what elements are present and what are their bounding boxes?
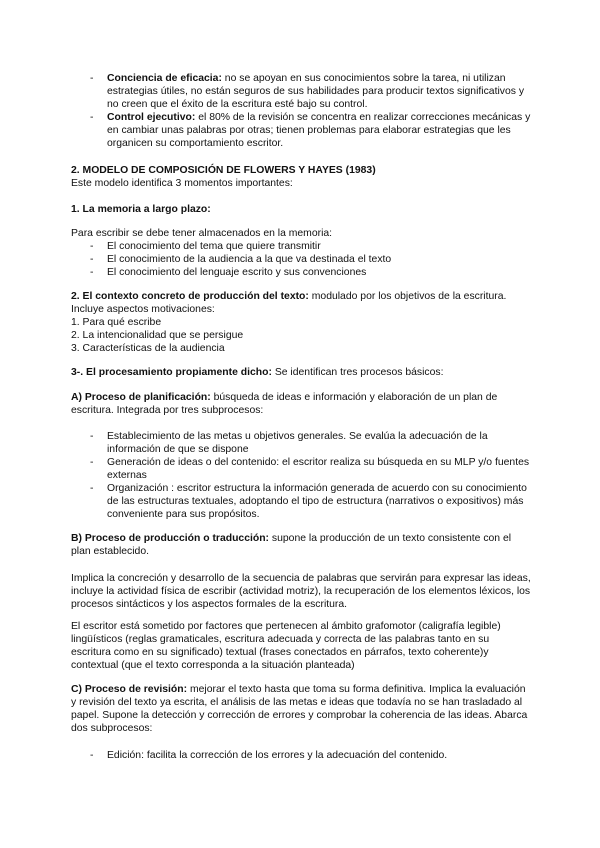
list-item-text: Generación de ideas o del contenido: el escritor realiza su búsqueda en su MLP y/o fuentes externas [107, 457, 530, 481]
section-heading-text: 2. MODELO DE COMPOSICIÓN DE FLOWERS Y HAYES (1983) [71, 165, 376, 176]
list-item [71, 456, 531, 482]
section-heading [71, 164, 531, 177]
planning-heading: A) Proceso de planificación: [71, 392, 211, 403]
list-item-text: El conocimiento del lenguaje escrito y sus convenciones [107, 267, 367, 278]
processing-heading: 3-. El procesamiento propiamente dicho: [71, 367, 272, 378]
context-text: modulado por los objetivos de la escritura. Incluye aspectos motivaciones: [71, 291, 507, 315]
processing-text: Se identifican tres procesos básicos: [271, 367, 444, 378]
numbered-item: 1. Para qué escribe [71, 317, 162, 328]
dash-bullet: - [90, 483, 94, 494]
revision-paragraph [71, 683, 531, 735]
revision-heading: C) Proceso de revisión: [71, 684, 188, 695]
numbered-item: 2. La intencionalidad que se persigue [71, 330, 244, 341]
revision-text: mejorar el texto hasta que toma su forma definitiva. Implica la evaluación y revisión del texto ya escrita, el análisis de las metas e ideas que todavía no se han trasladado al papel. Supone la detección y corrección de errores y comprobar la coherencia de las ideas. Abarca dos subprocesos: [71, 684, 528, 734]
memory-list [71, 240, 531, 279]
top-list [71, 72, 531, 150]
dash-bullet: - [90, 112, 94, 123]
processing-paragraph [71, 366, 531, 379]
dash-bullet: - [90, 267, 94, 278]
memory-intro: Para escribir se debe tener almacenados en la memoria: [71, 228, 333, 239]
list-item [71, 749, 531, 762]
list-item-term: Conciencia de eficacia: [107, 73, 222, 84]
context-numbered-list [71, 316, 531, 355]
list-item-text: no se apoyan en sus conocimientos sobre la tarea, ni utilizan estrategias útiles, no están seguros de sus habilidades para producir textos significativos y no creen que el éxito de la escritura esté bajo su control. [107, 73, 525, 110]
memory-heading [71, 203, 531, 216]
list-item [71, 72, 531, 111]
dash-bullet: - [90, 254, 94, 265]
list-item [71, 111, 531, 150]
list-item [71, 482, 531, 521]
dash-bullet: - [90, 241, 94, 252]
production-text: supone la producción de un texto consistente con el plan establecido. [71, 533, 512, 557]
revision-list [71, 749, 531, 762]
dash-bullet: - [90, 457, 94, 468]
list-item [71, 266, 531, 279]
numbered-item: 3. Características de la audiencia [71, 343, 225, 354]
list-item-text: El conocimiento de la audiencia a la que va destinada el texto [107, 254, 392, 265]
dash-bullet: - [90, 73, 94, 84]
production-paragraph [71, 532, 531, 558]
list-item-text: Edición: facilita la corrección de los errores y la adecuación del contenido. [107, 750, 448, 761]
list-item [71, 430, 531, 456]
memory-heading-text: 1. La memoria a largo plazo: [71, 204, 211, 215]
production-heading: B) Proceso de producción o traducción: [71, 533, 270, 544]
context-paragraph [71, 290, 531, 316]
list-item [71, 253, 531, 266]
planning-list [71, 430, 531, 521]
list-item-text: el 80% de la revisión se concentra en realizar correcciones mecánicas y en cambiar unas palabras por otras; tienen problemas para elaborar estrategias que les organicen su comportamiento escritor. [107, 112, 531, 149]
list-item-text: Establecimiento de las metas u objetivos generales. Se evalúa la adecuación de la información de que se dispone [107, 431, 488, 455]
list-item-text: El conocimiento del tema que quiere transmitir [107, 241, 321, 252]
list-item-term: Control ejecutivo: [107, 112, 196, 123]
list-item-text: Organización : escritor estructura la información generada de acuerdo con su conocimiento de las estructuras textuales, adoptando el tipo de estructura (narrativos o expositivos) más conveniente para sus propósitos. [107, 483, 527, 520]
production-paragraph-2: El escritor está sometido por factores que pertenecen al ámbito grafomotor (caligrafía legible) lingüísticos (reglas gramaticales, escritura adecuada y correcta de las palabras tanto en su escritura como en su significado) textual (frases conectados en párrafos, texto coherente)y contextual (que el texto corresponda a la situación planteada) [71, 621, 501, 671]
production-paragraph-1: Implica la concreción y desarrollo de la secuencia de palabras que servirán para expresar las ideas, incluye la actividad física de escribir (actividad motriz), la recuperación de los elementos léxicos, los procesos sintácticos y los aspectos formales de la escritura. [71, 573, 531, 610]
planning-paragraph [71, 391, 531, 417]
list-item [71, 240, 531, 253]
dash-bullet: - [90, 431, 94, 442]
dash-bullet: - [90, 750, 94, 761]
context-heading: 2. El contexto concreto de producción del texto: [71, 291, 309, 302]
section-intro: Este modelo identifica 3 momentos importantes: [71, 178, 293, 189]
planning-text: búsqueda de ideas e información y elaboración de un plan de escritura. Integrada por tres subprocesos: [71, 392, 498, 416]
